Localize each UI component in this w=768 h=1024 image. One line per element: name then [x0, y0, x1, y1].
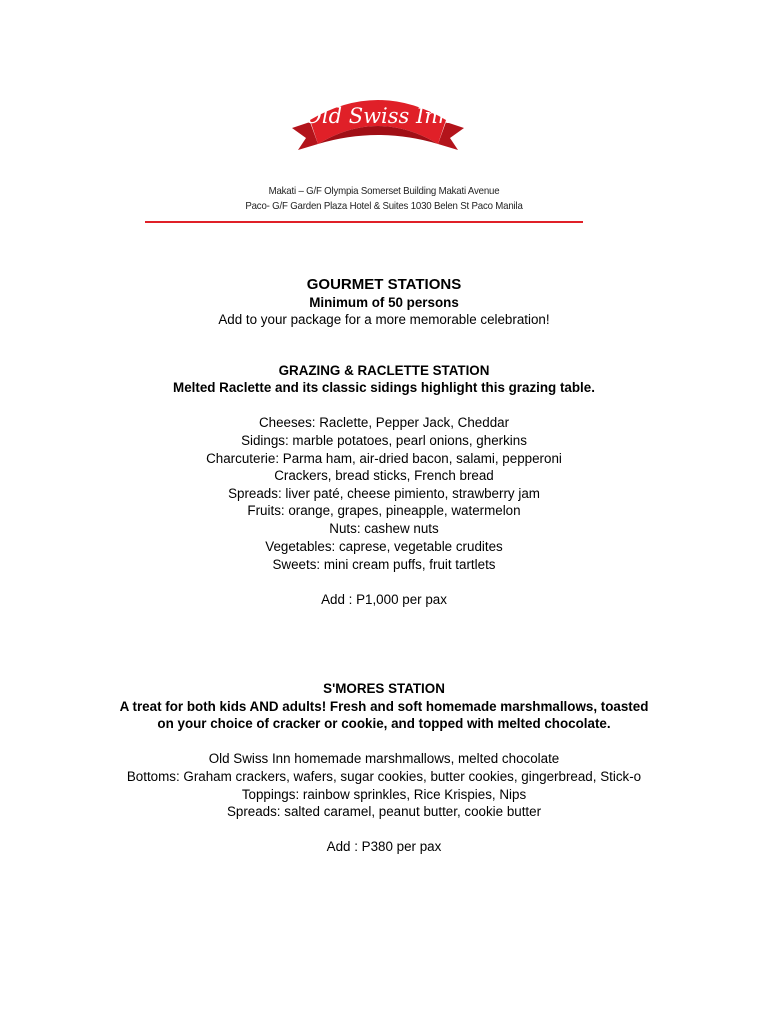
smores-price: Add : P380 per pax: [326, 839, 442, 854]
smores-heading: S'MORES STATION: [323, 681, 445, 696]
smores-item: Old Swiss Inn homemade marshmallows, melted chocolate: [208, 751, 560, 766]
grazing-item: Spreads: liver paté, cheese pimiento, strawberry jam: [228, 486, 540, 501]
smores-item: Spreads: salted caramel, peanut butter, cookie butter: [226, 804, 542, 819]
page-title: GOURMET STATIONS: [306, 276, 462, 293]
grazing-subheading: Melted Raclette and its classic sidings highlight this grazing table.: [173, 380, 595, 395]
grazing-item: Crackers, bread sticks, French bread: [274, 468, 494, 483]
minimum-note: Minimum of 50 persons: [309, 295, 459, 310]
header-divider: [145, 221, 583, 223]
address-makati: Makati – G/F Olympia Somerset Building Makati Avenue: [268, 185, 500, 197]
grazing-item: Sweets: mini cream puffs, fruit tartlets: [272, 557, 496, 572]
old-swiss-inn-logo: [288, 86, 468, 176]
grazing-item: Fruits: orange, grapes, pineapple, watermelon: [247, 503, 521, 518]
smores-item: Toppings: rainbow sprinkles, Rice Krispies, Nips: [241, 787, 527, 802]
logo-text: Old Swiss Inn: [304, 104, 452, 128]
grazing-item: Vegetables: caprese, vegetable crudites: [265, 539, 503, 554]
grazing-item: Charcuterie: Parma ham, air-dried bacon, salami, pepperoni: [206, 451, 562, 466]
smores-item: Bottoms: Graham crackers, wafers, sugar cookies, butter cookies, gingerbread, Stick-o: [126, 769, 642, 784]
address-paco: Paco- G/F Garden Plaza Hotel & Suites 1030 Belen St Paco Manila: [245, 200, 523, 212]
tagline: Add to your package for a more memorable celebration!: [218, 312, 550, 327]
smores-subheading: A treat for both kids AND adults! Fresh and soft homemade marshmallows, toasted: [119, 699, 649, 714]
grazing-heading: GRAZING & RACLETTE STATION: [278, 363, 490, 378]
grazing-item: Cheeses: Raclette, Pepper Jack, Cheddar: [258, 415, 510, 430]
grazing-price: Add : P1,000 per pax: [321, 592, 447, 607]
grazing-item: Sidings: marble potatoes, pearl onions, gherkins: [241, 433, 527, 448]
smores-subheading: on your choice of cracker or cookie, and topped with melted chocolate.: [157, 716, 611, 731]
grazing-item: Nuts: cashew nuts: [329, 521, 439, 536]
